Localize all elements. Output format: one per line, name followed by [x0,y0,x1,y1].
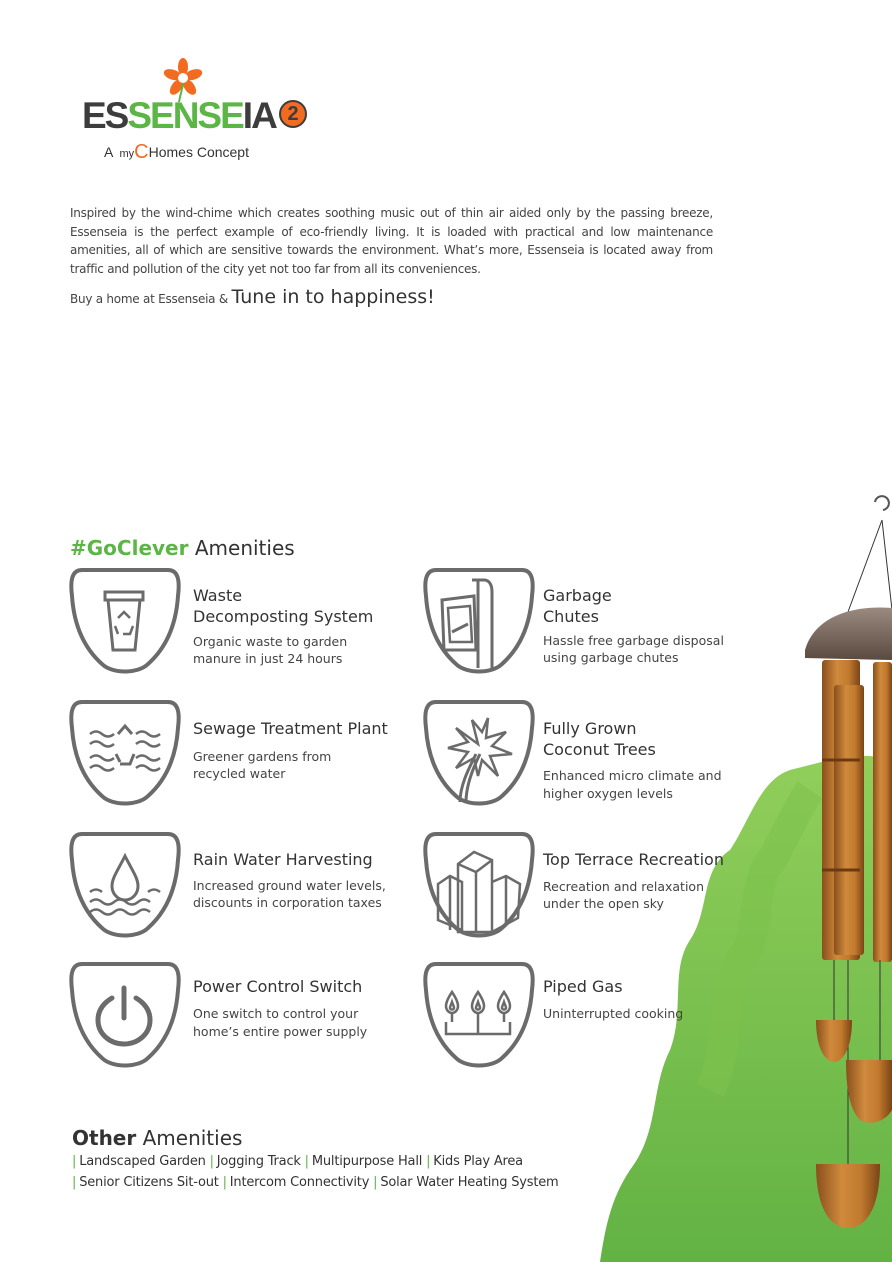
logo-number-badge [279,100,307,128]
section-highlight: #GoClever [70,536,189,560]
brand-logo [82,96,276,136]
separator-bar: | [222,1175,227,1190]
amenity-title-waste: Waste Decomposting System [193,586,374,626]
amenity-title-coconut: Fully Grown Coconut Trees [543,719,656,759]
logo-number: 2 [287,103,299,125]
separator-bar: | [209,1154,214,1169]
wind-chime-illustration [590,490,892,1262]
amenity-desc-sewage: Greener gardens from recycled water [193,749,332,781]
separator-bar: | [72,1175,77,1190]
logo-part-ia: IA [242,95,276,136]
tagline-c-mark: C [134,141,149,163]
intro-paragraph: Inspired by the wind-chime which creates soothing music out of thin air aided only by the passing breeze, Essenseia is the perfect example of eco-friendly living. It is loaded with practical and low maintenance amenities, all of which are sensitive towards the environment. What’s more, Essenseia is located away from traffic and pollution of the city yet not too far from all its conveniences. [70,206,713,276]
other-item: Jogging Track [216,1154,301,1169]
logo-tagline [104,141,249,164]
buy-line [70,286,435,308]
water-recycle-icon [68,698,182,812]
separator-bar: | [304,1154,309,1169]
other-item: Solar Water Heating System [380,1175,559,1190]
amenity-desc-rain: Increased ground water levels, discounts in corporation taxes [193,878,386,910]
tagline-a: A [104,144,113,160]
amenity-desc-coconut: Enhanced micro climate and higher oxygen levels [543,768,722,801]
section-title-rest: Amenities [194,536,295,560]
amenity-title-gas: Piped Gas [543,977,623,996]
garbage-chute-icon [422,566,536,680]
water-drop-icon [68,830,182,944]
other-amenities-line-1 [72,1154,523,1169]
other-title-rest: Amenities [142,1126,243,1150]
amenity-desc-power: One switch to control your home’s entire power supply [193,1006,368,1039]
logo-part-es: ES [82,95,128,136]
amenity-desc-waste: Organic waste to garden manure in just 24 hours [193,634,348,666]
buy-prefix: Buy a home at Essenseia & [70,292,228,306]
buy-tagline: Tune in to happiness! [231,286,435,308]
power-icon [68,960,182,1074]
separator-bar: | [426,1154,431,1169]
other-amenities-title [72,1126,242,1150]
amenity-title-sewage: Sewage Treatment Plant [193,719,388,738]
amenity-title-garbage: Garbage Chutes [543,586,612,626]
amenity-title-rain: Rain Water Harvesting [193,850,373,869]
separator-bar: | [72,1154,77,1169]
amenity-desc-garbage: Hassle free garbage disposal using garbage chutes [543,633,724,665]
amenity-desc-terrace: Recreation and relaxation under the open sky [543,879,704,911]
logo-part-sense: SENSE [127,95,243,136]
other-item: Landscaped Garden [79,1154,206,1169]
amenities-section-title [70,536,295,560]
gas-flame-icon [422,960,536,1074]
palm-tree-icon [422,698,536,812]
amenity-title-power: Power Control Switch [193,977,363,996]
other-item: Intercom Connectivity [229,1175,370,1190]
other-item: Kids Play Area [433,1154,523,1169]
amenity-title-terrace: Top Terrace Recreation [543,850,724,869]
other-title-bold: Other [72,1126,137,1150]
buildings-icon [422,830,536,944]
other-item: Multipurpose Hall [311,1154,423,1169]
other-amenities-line-2 [72,1175,558,1190]
recycle-bin-icon [68,566,182,680]
tagline-rest: Homes Concept [148,144,249,160]
separator-bar: | [373,1175,378,1190]
other-item: Senior Citizens Sit-out [79,1175,219,1190]
tagline-my: my [119,148,135,160]
amenity-desc-gas: Uninterrupted cooking [543,1006,684,1021]
